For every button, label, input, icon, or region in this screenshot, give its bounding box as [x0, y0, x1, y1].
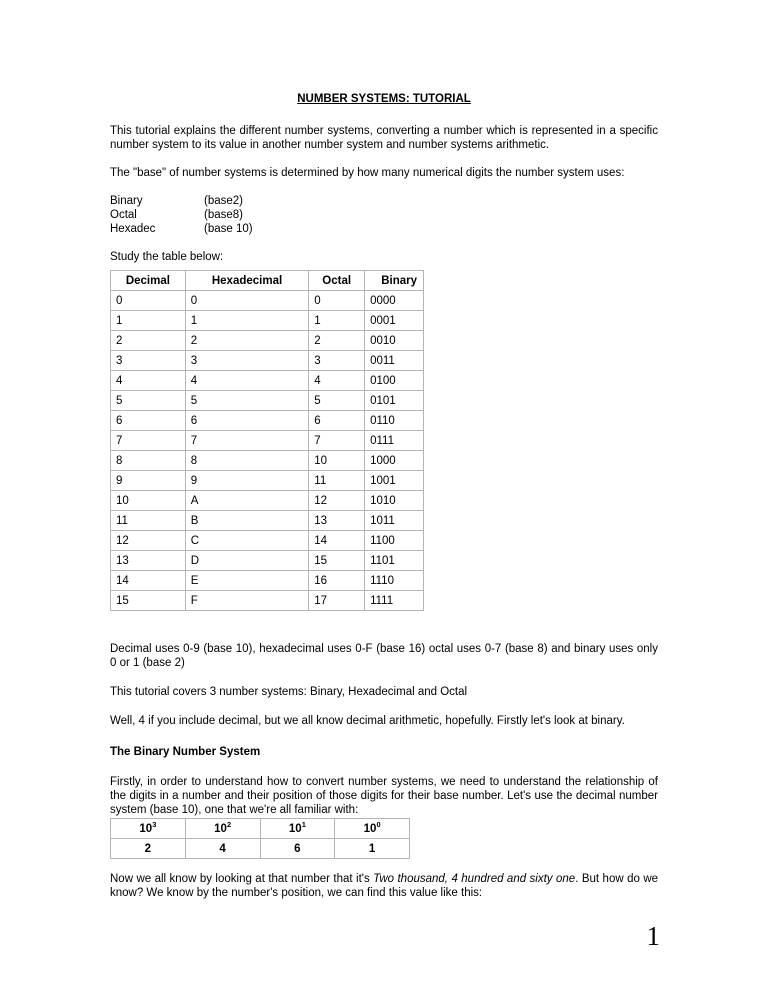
cell-hexadecimal: F	[185, 591, 309, 611]
table-row	[111, 311, 424, 331]
cell-hexadecimal: 5	[185, 391, 309, 411]
conversion-table	[110, 270, 424, 611]
cell-hexadecimal: 1	[185, 311, 309, 331]
cell-hexadecimal: 9	[185, 471, 309, 491]
cell-octal: 4	[309, 371, 365, 391]
power-base: 10	[214, 822, 227, 835]
cell-hexadecimal: 2	[185, 331, 309, 351]
cell-hexadecimal: D	[185, 551, 309, 571]
table-row	[111, 411, 424, 431]
power-exponent: 3	[152, 819, 157, 829]
header-hexadecimal: Hexadecimal	[185, 271, 309, 291]
table-row	[111, 291, 424, 311]
table-row	[111, 591, 424, 611]
cell-hexadecimal: B	[185, 511, 309, 531]
now-text-italic: Two thousand, 4 hundred and sixty one	[373, 873, 576, 885]
cell-decimal: 1	[111, 311, 186, 331]
cell-octal: 13	[309, 511, 365, 531]
header-octal: Octal	[309, 271, 365, 291]
power-exponent: 0	[376, 819, 381, 829]
cell-hexadecimal: 3	[185, 351, 309, 371]
conversion-table-body	[111, 291, 424, 611]
section-heading: The Binary Number System	[110, 746, 261, 758]
study-text: Study the table below:	[110, 251, 224, 263]
base-values	[204, 194, 253, 236]
digit-cell: 4	[185, 839, 260, 859]
now-text-before: Now we all know by looking at that number that it's	[110, 873, 374, 885]
cell-hexadecimal: 7	[185, 431, 309, 451]
cell-binary: 0011	[365, 351, 424, 371]
table-row	[111, 471, 424, 491]
power-exponent: 1	[301, 819, 306, 829]
table-row	[111, 511, 424, 531]
page-number: 1	[646, 921, 660, 951]
cell-hexadecimal: 8	[185, 451, 309, 471]
place-value-table	[110, 818, 410, 859]
cell-binary: 1111	[365, 591, 424, 611]
page-title: NUMBER SYSTEMS: TUTORIAL	[297, 93, 471, 105]
power-base: 10	[363, 822, 377, 835]
cell-binary: 1001	[365, 471, 424, 491]
table-row	[111, 331, 424, 351]
cell-binary: 0000	[365, 291, 424, 311]
base-names	[110, 194, 155, 236]
table-row	[111, 371, 424, 391]
cell-octal: 0	[309, 291, 365, 311]
cell-binary: 1000	[365, 451, 424, 471]
cell-decimal: 12	[111, 531, 186, 551]
firstly-paragraph: Firstly, in order to understand how to convert number systems, we need to understand the relationship of the digits in a number and their position of those digits for their base number. Let's use the decimal number system (base 10), one that we're all familiar with:	[110, 776, 658, 816]
cell-decimal: 5	[111, 391, 186, 411]
cell-binary: 1010	[365, 491, 424, 511]
cell-octal: 7	[309, 431, 365, 451]
cell-octal: 2	[309, 331, 365, 351]
table-row	[111, 431, 424, 451]
cell-binary: 1101	[365, 551, 424, 571]
cell-octal: 5	[309, 391, 365, 411]
table-row	[111, 531, 424, 551]
base-paragraph: The "base" of number systems is determined by how many numerical digits the number system uses:	[110, 167, 625, 179]
cell-decimal: 8	[111, 451, 186, 471]
cell-octal: 6	[309, 411, 365, 431]
cell-decimal: 7	[111, 431, 186, 451]
base-name-hexadec: Hexadec	[110, 223, 156, 235]
cell-binary: 0101	[365, 391, 424, 411]
cell-binary: 1100	[365, 531, 424, 551]
power-base: 10	[288, 822, 302, 835]
cell-decimal: 13	[111, 551, 186, 571]
cell-decimal: 14	[111, 571, 186, 591]
table-row	[111, 391, 424, 411]
header-binary: Binary	[365, 271, 424, 291]
cell-octal: 17	[309, 591, 365, 611]
cell-hexadecimal: 4	[185, 371, 309, 391]
cell-decimal: 10	[111, 491, 186, 511]
base-value-hexadec: (base 10)	[204, 223, 253, 235]
intro-paragraph: This tutorial explains the different number systems, converting a number which is represented in a specific number system to its value in another number system and number systems arithmetic.	[110, 125, 658, 151]
cell-binary: 1011	[365, 511, 424, 531]
place-value-digits-row	[111, 839, 410, 859]
table-row	[111, 351, 424, 371]
power-exponent: 2	[226, 819, 232, 829]
table-row	[111, 571, 424, 591]
table-row	[111, 451, 424, 471]
cell-octal: 12	[309, 491, 365, 511]
cell-hexadecimal: C	[185, 531, 309, 551]
conversion-table-header-row	[111, 271, 424, 291]
cell-hexadecimal: 6	[185, 411, 309, 431]
cell-decimal: 3	[111, 351, 186, 371]
cell-binary: 0001	[365, 311, 424, 331]
cell-hexadecimal: 0	[185, 291, 309, 311]
cell-octal: 16	[309, 571, 365, 591]
table-row	[111, 551, 424, 571]
cell-decimal: 0	[111, 291, 186, 311]
base-name-octal: Octal	[110, 209, 137, 221]
digit-cell: 2	[111, 839, 186, 859]
cell-decimal: 4	[111, 371, 186, 391]
well-paragraph: Well, 4 if you include decimal, but we all know decimal arithmetic, hopefully. Firstly let's look at binary.	[110, 715, 625, 727]
cell-octal: 1	[309, 311, 365, 331]
base-value-octal: (base8)	[204, 209, 243, 221]
power-cell	[185, 819, 260, 839]
power-cell	[335, 819, 410, 839]
base-name-binary: Binary	[110, 195, 143, 207]
cell-binary: 0010	[365, 331, 424, 351]
cell-octal: 11	[309, 471, 365, 491]
cell-hexadecimal: A	[185, 491, 309, 511]
cell-octal: 14	[309, 531, 365, 551]
cell-decimal: 6	[111, 411, 186, 431]
power-base: 10	[139, 822, 153, 835]
cell-octal: 10	[309, 451, 365, 471]
cell-decimal: 2	[111, 331, 186, 351]
power-cell	[260, 819, 335, 839]
cell-decimal: 15	[111, 591, 186, 611]
uses-paragraph: Decimal uses 0-9 (base 10), hexadecimal uses 0-F (base 16) octal uses 0-7 (base 8) and binary uses only 0 or 1 (base 2)	[110, 643, 658, 669]
cell-binary: 0100	[365, 371, 424, 391]
cell-octal: 15	[309, 551, 365, 571]
covers-paragraph: This tutorial covers 3 number systems: Binary, Hexadecimal and Octal	[110, 686, 468, 698]
cell-binary: 0110	[365, 411, 424, 431]
base-value-binary: (base2)	[204, 195, 243, 207]
now-text-after: . But how do we know? We know by the number's position, we can find this value like this:	[110, 873, 659, 899]
power-cell	[111, 819, 186, 839]
cell-octal: 3	[309, 351, 365, 371]
digit-cell: 6	[260, 839, 335, 859]
cell-binary: 1110	[365, 571, 424, 591]
header-decimal: Decimal	[111, 271, 186, 291]
cell-decimal: 11	[111, 511, 186, 531]
cell-decimal: 9	[111, 471, 186, 491]
place-value-powers-row	[111, 819, 410, 839]
digit-cell: 1	[335, 839, 410, 859]
table-row	[111, 491, 424, 511]
now-paragraph	[110, 872, 658, 900]
cell-hexadecimal: E	[185, 571, 309, 591]
cell-binary: 0111	[365, 431, 424, 451]
